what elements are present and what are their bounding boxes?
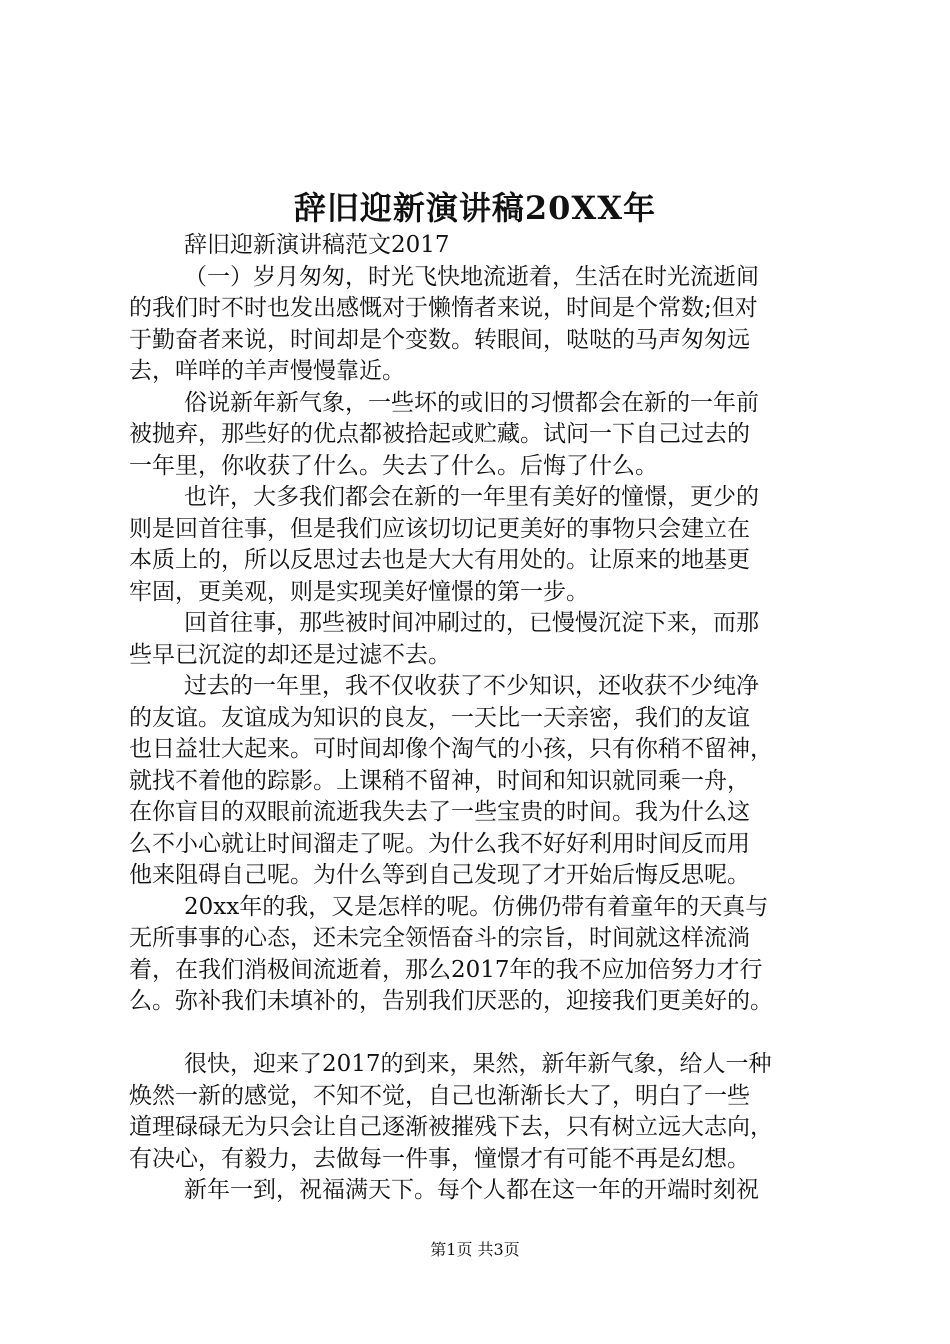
- text-line: 在你盲目的双眼前流逝我失去了一些宝贵的时间。我为什么这: [129, 799, 750, 825]
- text-line: 些早已沉淀的却还是过滤不去。: [129, 641, 451, 668]
- page-footer: 第1页 共3页: [430, 1240, 520, 1259]
- text-line: 他来阻碍自己呢。为什么等到自己发现了才开始后悔反思呢。: [129, 862, 750, 888]
- text-line: 焕然一新的感觉，不知不觉，自己也渐渐长大了，明白了一些: [129, 1082, 750, 1109]
- text-line: 20xx年的我，又是怎样的呢。仿佛仍带有着童年的天真与: [184, 893, 769, 920]
- text-line: 也日益壮大起来。可时间却像个淘气的小孩，只有你稍不留神，: [129, 736, 773, 762]
- text-line: 牢固，更美观，则是实现美好憧憬的第一步。: [129, 578, 589, 605]
- document-title: 辞旧迎新演讲稿20XX年: [293, 189, 657, 227]
- text-line: 则是回首往事，但是我们应该切切记更美好的事物只会建立在: [129, 515, 750, 542]
- text-line: 么。弥补我们未填补的，告别我们厌恶的，迎接我们更美好的。: [129, 988, 773, 1014]
- text-line: 被抛弃，那些好的优点都被拾起或贮藏。试问一下自己过去的: [129, 421, 750, 447]
- text-line: 很快，迎来了2017的到来，果然，新年新气象，给人一种: [184, 1051, 772, 1077]
- text-line: 去，咩咩的羊声慢慢靠近。: [129, 358, 405, 384]
- text-line: 一年里，你收获了什么。失去了什么。后悔了什么。: [129, 452, 658, 479]
- text-line: 就找不着他的踪影。上课稍不留神，时间和知识就同乘一舟，: [129, 767, 750, 794]
- text-line: 于勤奋者来说，时间却是个变数。转眼间，哒哒的马声匆匆远: [129, 326, 750, 353]
- text-line: 有决心，有毅力，去做每一件事，憧憬才有可能不再是幻想。: [129, 1145, 750, 1172]
- text-line: 俗说新年新气象，一些坏的或旧的习惯都会在新的一年前: [184, 389, 759, 416]
- text-line: 的友谊。友谊成为知识的良友，一天比一天亲密，我们的友谊: [129, 704, 750, 731]
- text-line: （一）岁月匆匆，时光飞快地流逝着，生活在时光流逝间: [184, 263, 759, 290]
- text-line: 过去的一年里，我不仅收获了不少知识，还收获不少纯净: [184, 673, 759, 699]
- text-line: 无所事事的心态，还未完全领悟奋斗的宗旨，时间就这样流淌: [129, 925, 750, 951]
- text-line: 道理碌碌无为只会让自己逐渐被摧残下去，只有树立远大志向，: [129, 1114, 773, 1140]
- text-line: 辞旧迎新演讲稿范文2017: [184, 232, 450, 258]
- document-body: [129, 230, 833, 1207]
- text-line: 么不小心就让时间溜走了呢。为什么我不好好利用时间反而用: [129, 830, 750, 857]
- text-line: 着，在我们消极间流逝着，那么2017年的我不应加倍努力才行: [129, 956, 763, 983]
- text-line: 的我们时不时也发出感慨对于懒惰者来说，时间是个常数;但对: [129, 295, 758, 321]
- text-line: 回首往事，那些被时间冲刷过的，已慢慢沉淀下来，而那: [184, 610, 759, 636]
- text-line: 也许，大多我们都会在新的一年里有美好的憧憬，更少的: [184, 484, 759, 510]
- text-line: [129, 1018, 833, 1050]
- text-line: 本质上的，所以反思过去也是大大有用处的。让原来的地基更: [129, 547, 750, 573]
- text-line: 新年一到，祝福满天下。每个人都在这一年的开端时刻祝: [184, 1177, 759, 1203]
